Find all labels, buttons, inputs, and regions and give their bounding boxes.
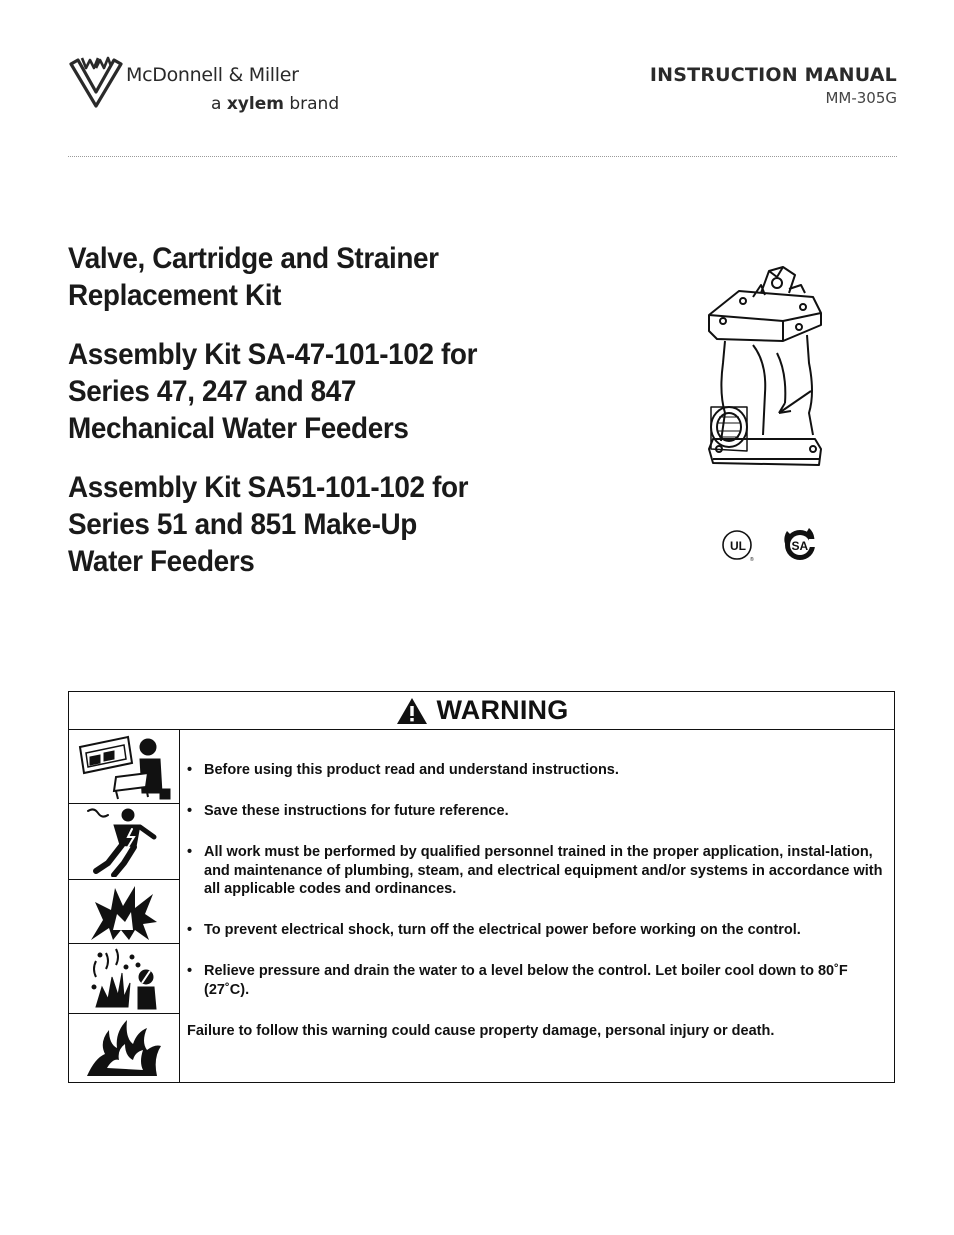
title-line: Assembly Kit SA51-101-102 for xyxy=(68,471,469,504)
warning-box xyxy=(68,691,895,1083)
mm-shield-logo-icon xyxy=(68,54,124,110)
hazard-cell xyxy=(69,1014,179,1082)
csa-certified-icon xyxy=(783,525,819,565)
title-block xyxy=(68,336,552,447)
csa-mark-text: SA xyxy=(791,539,809,553)
hazard-cell xyxy=(69,880,179,944)
warning-body xyxy=(69,730,894,1082)
warning-footer: Failure to follow this warning could cause property damage, personal injury or death. xyxy=(187,1022,775,1039)
brand-tagline xyxy=(211,94,339,114)
document-type: INSTRUCTION MANUAL xyxy=(649,64,897,86)
title-section xyxy=(68,240,588,602)
title-block xyxy=(68,469,552,580)
brand-logo xyxy=(68,52,348,122)
tagline-prefix: a xyxy=(211,94,222,114)
hazard-icon-column xyxy=(69,730,180,1082)
scald-hazard-icon xyxy=(88,947,160,1011)
title-line: Assembly Kit SA-47-101-102 for xyxy=(68,338,478,371)
warning-item: • Before using this product read and understand instructions. xyxy=(187,761,884,780)
warning-item: • Save these instructions for future reference. xyxy=(187,802,884,821)
hazard-cell xyxy=(69,804,179,880)
title-line: Replacement Kit xyxy=(68,279,282,312)
document-code: MM-305G xyxy=(825,89,897,107)
title-line: Mechanical Water Feeders xyxy=(68,412,409,445)
ul-mark-text: UL xyxy=(730,539,746,553)
read-manual-icon xyxy=(76,733,172,801)
title-line: Series 51 and 851 Make-Up xyxy=(68,508,417,541)
explosion-icon xyxy=(89,884,159,940)
brand-name: McDonnell & Miller xyxy=(126,64,299,86)
fire-icon xyxy=(85,1018,163,1078)
warning-header xyxy=(69,692,894,730)
ul-listed-icon xyxy=(721,528,757,564)
title-line: Valve, Cartridge and Strainer xyxy=(68,242,439,275)
svg-text:®: ® xyxy=(750,557,754,563)
warning-item: • To prevent electrical shock, turn off the electrical power before working on the control. xyxy=(187,921,884,940)
valve-body-illustration xyxy=(703,263,825,473)
warning-item: • Relieve pressure and drain the water to a level below the control. Let boiler cool down to 80˚F (27˚C). xyxy=(187,962,884,999)
title-line: Series 47, 247 and 847 xyxy=(68,375,357,408)
electric-shock-icon xyxy=(84,807,164,877)
header-divider xyxy=(68,156,897,157)
title-line: Water Feeders xyxy=(68,545,255,578)
hazard-cell xyxy=(69,730,179,804)
tagline-suffix: brand xyxy=(289,94,340,114)
title-block xyxy=(68,240,552,314)
hazard-cell xyxy=(69,944,179,1014)
warning-item: • All work must be performed by qualified personnel trained in the proper application, instal-lation, and maintenance of plumbing, steam, and electrical equipment and/or systems in accordance with all applicable codes and ordinances. xyxy=(187,843,884,899)
warning-triangle-icon xyxy=(395,696,429,726)
warning-text-column xyxy=(187,761,884,1040)
tagline-brand: xylem xyxy=(226,94,284,114)
warning-title: WARNING xyxy=(436,695,569,725)
